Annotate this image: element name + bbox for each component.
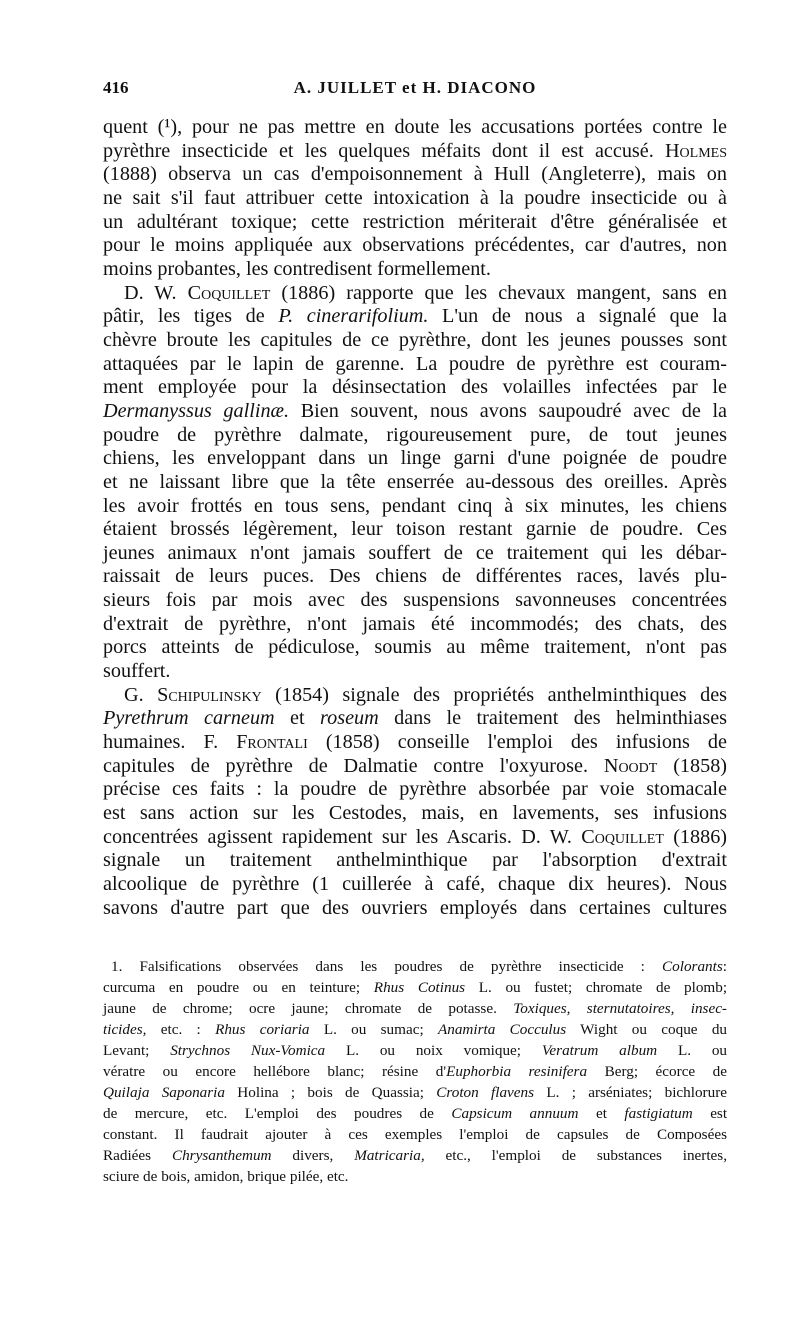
- footnote-line: sciure de bois, amidon, brique pilée, etc.: [103, 1168, 349, 1185]
- text-line: quent (¹), pour ne pas mettre en doute les accusations portées contre le: [103, 116, 727, 138]
- text-line: étaient brossés légèrement, leur toison restant garnie de poudre. Ces: [103, 518, 727, 541]
- author-name: Noodt: [603, 754, 658, 777]
- text-line: humaines. F. Frontali (1858) conseille l'emploi des infusions de: [103, 731, 727, 754]
- author-name: Coquillet: [581, 825, 664, 848]
- text-line: les avoir frottés en tous sens, pendant cinq à six minutes, les chiens: [103, 494, 727, 517]
- text-line: chèvre broute les capitules de ce pyrèthre, dont les jeunes pousses sont: [103, 328, 727, 351]
- text-line: savons d'autre part que des ouvriers employés dans certaines cultures: [103, 896, 727, 919]
- text-line: souffert.: [103, 660, 171, 683]
- text-line: D. W. Coquillet (1886) rapporte que les chevaux mangent, sans en: [124, 281, 728, 304]
- text-line: G. Schipulinsky (1854) signale des propriétés anthelminthiques des: [124, 683, 728, 706]
- footnote: [103, 956, 727, 1187]
- species-name: Pyrethrum carneum: [103, 707, 275, 730]
- running-head: [103, 78, 727, 102]
- species-name: roseum: [320, 707, 379, 730]
- text-line: précise ces faits : la poudre de pyrèthre absorbée par voie stomacale: [103, 778, 727, 801]
- running-title: A. JUILLET et H. DIACONO: [293, 78, 537, 97]
- text-line: un adultérant toxique; cette restriction mériterait d'être généralisée et: [103, 210, 727, 233]
- text-line: porcs atteints de pédiculose, soumis au même traitement, n'ont pas: [103, 636, 727, 659]
- footnote-line: Quilaja Saponaria Holina ; bois de Quassia; Croton flavens L. ; arséniates; bichlorure: [103, 1084, 728, 1101]
- main-text: [103, 116, 727, 920]
- page-number: 416: [103, 78, 129, 97]
- text-line: ment employée pour la désinsectation des volailles infectées par le: [103, 376, 727, 399]
- text-line: pâtir, les tiges de P. cinerarifolium. L'un de nous a signalé que la: [103, 305, 727, 328]
- footnote-line: vératre ou encore hellébore blanc; résine d'Euphorbia resinifera Berg; écorce de: [103, 1063, 728, 1080]
- text-line: ne sait s'il faut attribuer cette intoxication à la poudre insecticide ou à: [103, 186, 727, 209]
- text-line: concentrées agissent rapidement sur les Ascaris. D. W. Coquillet (1886): [103, 825, 728, 848]
- text-line: jeunes animaux n'ont jamais souffert de ce traitement qui les débar-: [103, 541, 727, 564]
- species-name: P. cinerarifolium.: [278, 305, 429, 328]
- footnote-line: 1. Falsifications observées dans les poudres de pyrèthre insecticide : Colorants:: [111, 958, 728, 975]
- text-line: capitules de pyrèthre de Dalmatie contre l'oxyurose. Noodt (1858): [103, 754, 728, 777]
- author-name: Frontali: [236, 731, 308, 754]
- text-line: est sans action sur les Cestodes, mais, en lavements, ses infusions: [103, 802, 727, 825]
- text-line: raissait de leurs puces. Des chiens de différentes races, lavés plu-: [103, 565, 727, 588]
- footnote-line: constant. Il faudrait ajouter à ces exemples l'emploi de capsules de Composées: [103, 1126, 727, 1143]
- text-line: attaquées par le lapin de garenne. La poudre de pyrèthre est couram-: [103, 352, 727, 375]
- text-line: d'extrait de pyrèthre, n'ont jamais été incommodés; des chats, des: [103, 612, 727, 635]
- text-line: pyrèthre insecticide et les quelques méfaits dont il est accusé. Holmes: [103, 139, 727, 162]
- footnote-line: jaune de chrome; ocre jaune; chromate de potasse. Toxiques, sternutatoires, insec-: [103, 1000, 727, 1017]
- text-line: signale un traitement anthelminthique par l'absorption d'extrait: [103, 849, 727, 872]
- author-name: Holmes: [664, 139, 727, 162]
- text-line: Pyrethrum carneum et roseum dans le traitement des helminthiases: [103, 707, 728, 730]
- footnote-line: ticides, etc. : Rhus coriaria L. ou sumac; Anamirta Cocculus Wight ou coque du: [103, 1021, 728, 1038]
- text-line: moins probantes, les contredisent formellement.: [103, 257, 491, 280]
- author-name: Schipulinsky: [157, 683, 262, 706]
- author-name: Coquillet: [187, 281, 271, 304]
- footnote-line: de mercure, etc. L'emploi des poudres de Capsicum annuum et fastigiatum est: [103, 1105, 728, 1122]
- text-line: Dermanyssus gallinæ. Bien souvent, nous avons saupoudré avec de la: [103, 399, 728, 422]
- text-line: chiens, les enveloppant dans un linge garni d'une poignée de poudre: [103, 447, 727, 470]
- species-name: Dermanyssus gallinæ.: [103, 399, 290, 422]
- text-line: poudre de pyrèthre dalmate, rigoureusement pure, de tout jeunes: [103, 423, 727, 446]
- text-line: et ne laissant libre que la tête enserrée au-dessous des oreilles. Après: [103, 470, 727, 493]
- text-line: alcoolique de pyrèthre (1 cuillerée à café, chaque dix heures). Nous: [103, 873, 727, 895]
- footnote-line: Radiées Chrysanthemum divers, Matricaria, etc., l'emploi de substances inertes,: [103, 1147, 728, 1164]
- text-line: pour le moins appliquée aux observations précédentes, car d'autres, non: [103, 234, 727, 257]
- text-line: (1888) observa un cas d'empoisonnement à Hull (Angleterre), mais on: [103, 163, 727, 186]
- footnote-line: Levant; Strychnos Nux-Vomica L. ou noix vomique; Veratrum album L. ou: [103, 1042, 728, 1059]
- text-line: sieurs fois par mois avec des suspensions savonneuses concentrées: [103, 589, 727, 612]
- footnote-line: curcuma en poudre ou en teinture; Rhus Cotinus L. ou fustet; chromate de plomb;: [103, 979, 728, 996]
